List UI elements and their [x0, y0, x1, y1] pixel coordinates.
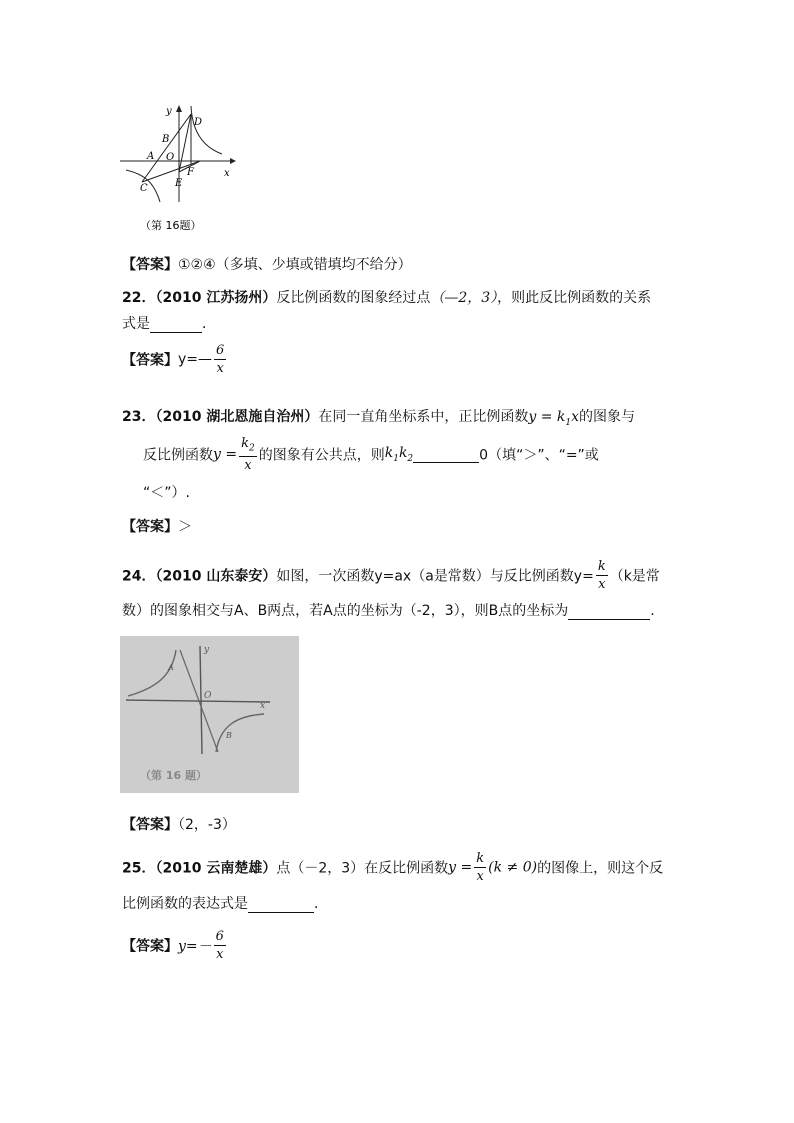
question-24-line2	[122, 600, 655, 620]
q24-text2: （k是常	[609, 568, 660, 585]
q25-fraction-numerator: k	[476, 851, 485, 866]
answer-23-text: ＞	[178, 519, 192, 535]
question-22-line1	[122, 287, 651, 307]
q22-text3: 式是	[122, 316, 150, 332]
q25-source: （2010 云南楚雄）	[155, 860, 277, 877]
q23-frac-k: k	[241, 436, 249, 451]
q23-frac-sub: 2	[248, 443, 255, 454]
photo-caption: （第 16 题）	[140, 769, 207, 782]
answer-22-prefix: y=—	[178, 351, 213, 368]
answer-25-fraction	[214, 930, 226, 961]
answer-label: 【答案】	[122, 519, 178, 535]
q25-eq: y =	[448, 859, 473, 876]
q24-source: （2010 山东泰安）	[155, 568, 277, 585]
photo-label-y: y	[204, 645, 210, 655]
photo-label-b: B	[226, 731, 232, 740]
q22-text1: 反比例函数的图象经过点	[276, 290, 431, 306]
photo-label-o: O	[204, 691, 212, 701]
q23-source: （2010 湖北恩施自治州）	[155, 409, 319, 425]
answer-25-prefix: y=－	[178, 938, 212, 955]
question-25-line2	[122, 893, 328, 913]
fig16-label-y: y	[166, 106, 172, 117]
q23-k1-letter: k	[384, 444, 394, 461]
answer-label: 【答案】	[122, 817, 178, 833]
answer-25	[122, 930, 228, 961]
answer-24	[122, 814, 236, 834]
q24-fraction-denominator: x	[598, 577, 606, 592]
q22-text2: ，则此反比例函数的关系	[497, 290, 652, 306]
q23-k1-sub: 1	[393, 453, 399, 464]
q25-fraction	[474, 852, 486, 883]
q23-text5: 0（填“＞”、“=”或	[479, 447, 599, 464]
q24-end: .	[650, 603, 655, 619]
answer-label: 【答案】	[122, 257, 178, 273]
fig16-label-f: F	[187, 167, 194, 178]
question-23-line1	[122, 406, 635, 428]
answer-22-denominator: x	[216, 361, 224, 376]
answer-22	[122, 344, 228, 375]
question-23-line2	[143, 437, 599, 472]
q23-k1	[384, 444, 414, 464]
q23-text1: 在同一直角坐标系中，正比例函数	[318, 409, 529, 425]
q25-end: ．	[314, 896, 328, 912]
answer-21	[122, 254, 412, 274]
q24-text1: 如图，一次函数y=ax（a是常数）与反比例函数y=	[276, 568, 594, 585]
q23-text2: 的图象与	[579, 409, 635, 425]
q24-fraction	[596, 560, 608, 591]
fig16-label-b: B	[162, 134, 170, 145]
q25-condition: (k ≠ 0)	[488, 859, 538, 876]
fig16-label-x: x	[224, 168, 230, 179]
fig16-label-c: C	[140, 183, 148, 194]
figure-16	[118, 102, 248, 234]
q25-fraction-denominator: x	[476, 869, 484, 884]
question-22-line2	[122, 313, 216, 333]
q25-text2: 的图像上，则这个反	[537, 860, 664, 877]
figure-24-photo	[120, 636, 299, 793]
q23-fraction	[239, 437, 257, 472]
q22-answer-blank[interactable]	[150, 316, 202, 333]
q23-eq1: y = k	[528, 409, 566, 425]
q25-number: 25．	[122, 860, 156, 877]
q23-answer-blank[interactable]	[413, 446, 479, 463]
q23-eq1-x: x	[571, 409, 579, 425]
q23-fraction-numerator	[239, 437, 257, 457]
q23-text4: 的图象有公共点，则	[258, 447, 385, 464]
q24-answer-blank[interactable]	[568, 603, 650, 620]
answer-25-numerator: 6	[215, 929, 224, 944]
q23-k2-sub: 2	[407, 453, 414, 464]
q24-fraction-numerator: k	[597, 559, 606, 574]
q25-text3: 比例函数的表达式是	[122, 896, 248, 912]
answer-24-text: （2，-3）	[178, 817, 236, 833]
q23-text6: “＜”）.	[143, 485, 190, 501]
answer-22-fraction	[214, 344, 226, 375]
answer-25-denominator: x	[216, 947, 224, 962]
q23-eq1-sub: 1	[565, 417, 572, 428]
q22-end: ．	[202, 316, 216, 332]
photo-label-x: x	[260, 701, 266, 711]
answer-21-text: ①②④（多填、少填或错填均不给分）	[178, 257, 412, 273]
q24-number: 24．	[122, 568, 156, 585]
answer-label: 【答案】	[122, 938, 178, 955]
q23-fraction-denominator: x	[244, 457, 252, 473]
question-23-line3	[143, 482, 190, 502]
q23-k2-letter: k	[398, 444, 408, 461]
q23-text3: 反比例函数	[143, 447, 213, 464]
q23-number: 23．	[122, 409, 156, 425]
fig16-label-o: O	[166, 152, 175, 163]
q25-text1: 点（－2，3）在反比例函数	[276, 860, 449, 877]
answer-label: 【答案】	[122, 352, 178, 369]
photo-label-a: A	[168, 663, 174, 672]
answer-22-numerator: 6	[216, 343, 225, 358]
fig16-label-a: A	[147, 151, 155, 162]
q22-source: （2010 江苏扬州）	[155, 290, 277, 306]
answer-23	[122, 516, 192, 536]
q22-number: 22．	[122, 290, 156, 306]
q25-answer-blank[interactable]	[248, 896, 314, 913]
q24-text3: 数）的图象相交与A、B两点，若A点的坐标为（-2，3），则B点的坐标为	[122, 603, 569, 619]
fig16-label-d: D	[194, 117, 203, 128]
question-25-line1	[122, 852, 663, 883]
question-24-line1	[122, 560, 660, 591]
q23-eq2: y =	[213, 446, 238, 463]
q22-point: （—2，3）	[430, 290, 498, 306]
fig16-caption: （第 16题）	[140, 219, 202, 232]
fig16-label-e: E	[175, 178, 183, 189]
